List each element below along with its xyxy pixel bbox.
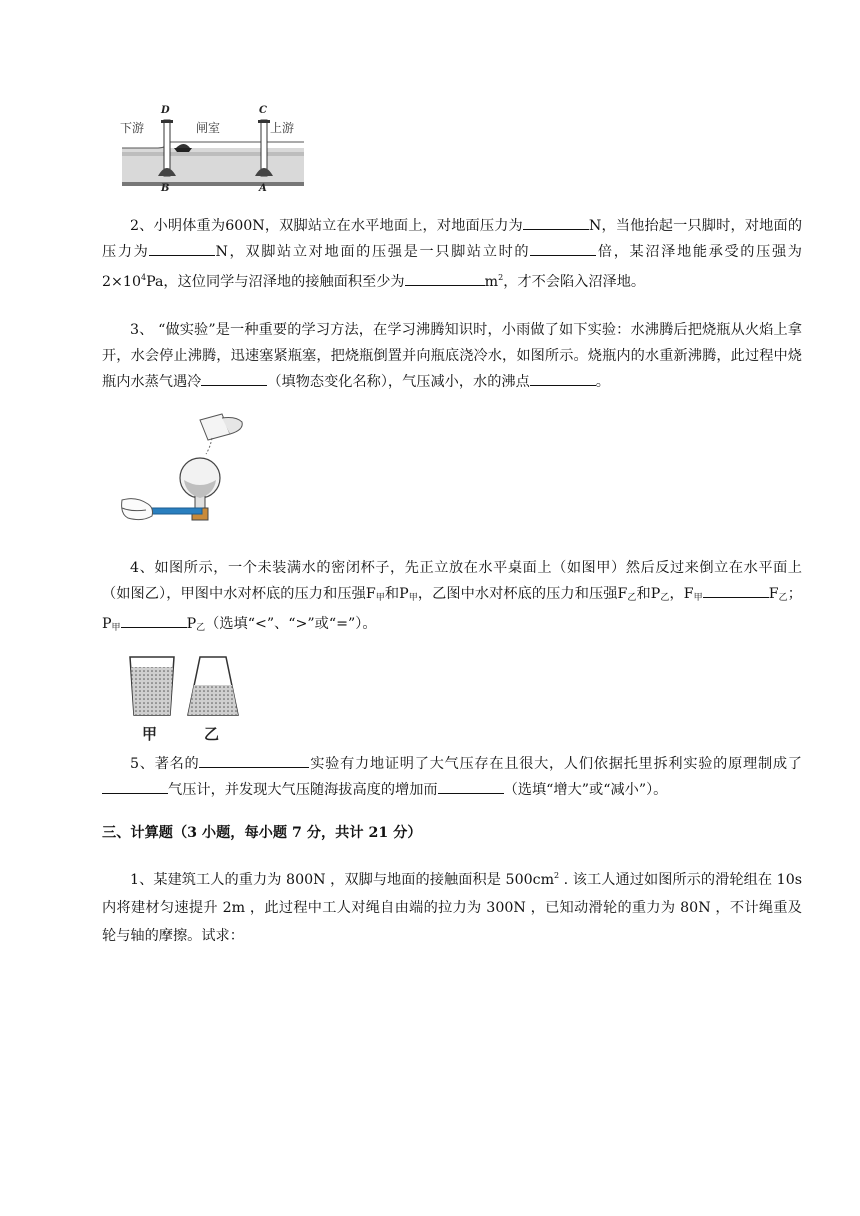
downstream-label: 下游 xyxy=(120,121,145,135)
q3-number: 3、 xyxy=(130,322,154,338)
label-a: A xyxy=(259,183,267,192)
question-3: 3、 “做实验”是一种重要的学习方法，在学习沸腾知识时，小雨做了如下实验：水沸腾后把烧瓶从火焰上拿开，水会停止沸腾，迅速塞紧瓶塞，把烧瓶倒置并向瓶底浇冷水，如图所示。烧瓶内的水重新沸腾，此过程中烧瓶内水蒸气遇冷 （填物态变化名称），气压减小，水的沸点 。 xyxy=(102,322,802,390)
flask-figure xyxy=(118,408,258,530)
cups-figure xyxy=(126,653,246,745)
question-4: 4、如图所示，一个未装满水的密闭杯子，先正立放在水平桌面上（如图甲）然后反过来倒立在水平面上（如图乙），甲图中水对杯底的压力和压强$F_甲$和$P_甲$，乙图中水对杯底的压力和压强$F_乙$和$P_乙$，$F_甲$ $F_乙$；$P_甲$ $P_乙$（选填“<”、“>”或“=”）。 xyxy=(102,560,802,633)
q5-number: 5、 xyxy=(130,756,155,772)
q4-number: 4、 xyxy=(130,560,155,576)
cup-yi-label: 乙 xyxy=(204,725,220,743)
answer-blank[interactable] xyxy=(149,240,215,256)
answer-blank[interactable] xyxy=(405,270,485,286)
chamber-label: 闸室 xyxy=(196,121,221,135)
ship-lock-figure xyxy=(118,100,308,192)
section-heading: 三、计算题（3 小题，每小题 7 分，共计 21 分） xyxy=(102,825,422,841)
question-2: 2、小明体重为600N，双脚站立在水平地面上，对地面压力为 N，当他抬起一只脚时，对地面的压力为 N，双脚站立对地面的压强是一只脚站立时的 倍，某沼泽地能承受的压强为$2\times 10^4Pa$，这位同学与沼泽地的接触面积至少为 $m^2$，才不会陷入沼泽地。 xyxy=(102,213,802,295)
answer-blank[interactable] xyxy=(199,752,309,768)
label-b: B xyxy=(161,183,170,192)
answer-blank[interactable] xyxy=(201,370,267,386)
cup-jia-label: 甲 xyxy=(142,725,158,743)
answer-blank[interactable] xyxy=(121,612,187,628)
answer-blank[interactable] xyxy=(102,778,168,794)
c1-number: 1、 xyxy=(130,872,154,888)
answer-blank[interactable] xyxy=(703,582,769,598)
q2-number: 2、 xyxy=(130,218,154,234)
question-5: 5、著名的 实验有力地证明了大气压存在且很大，人们依据托里拆利实验的原理制成了气压计，并发现大气压随海拔高度的增加而 （选填“增大”或“减小”）。 xyxy=(102,751,802,803)
upstream-label: 上游 xyxy=(270,121,295,135)
label-d: D xyxy=(161,105,170,116)
answer-blank[interactable] xyxy=(530,370,596,386)
answer-blank[interactable] xyxy=(530,240,596,256)
answer-blank[interactable] xyxy=(523,214,589,230)
calc-question-1: 1、某建筑工人的重力为 800N ，双脚与地面的接触面积是 $500cm^2$ . 该工人通过如图所示的滑轮组在 10s 内将建材匀速提升 2m ，此过程中工人对绳自由端的拉力为 300N ，已知动滑轮的重力为 80N ，不计绳重及轮与轴的摩擦。试求： xyxy=(102,871,803,944)
label-c: C xyxy=(259,105,267,116)
answer-blank[interactable] xyxy=(438,778,504,794)
